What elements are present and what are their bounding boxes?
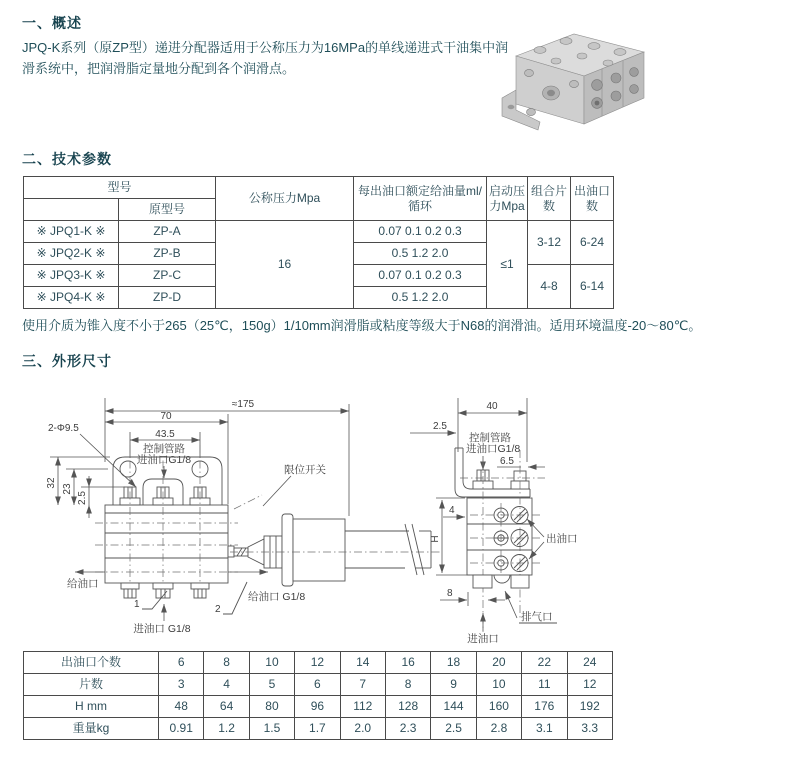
col-start-pressure: 启动压力Mpa [487,177,528,221]
limit-switch-assembly [228,464,440,586]
value-cell: 2.0 [340,718,385,740]
value-cell: 24 [567,652,612,674]
col-model: 型号 [24,177,216,199]
outlets-cell: 6-14 [571,265,614,309]
col-flow: 每出油口额定给油量ml/循环 [354,177,487,221]
size-row-outlets [24,652,613,674]
control-line-side-label: 控制管路 [469,432,511,444]
value-cell: 9 [431,674,476,696]
dimension-drawings [0,385,800,650]
vent-label: 排气口 [521,611,553,623]
value-cell: 18 [431,652,476,674]
flange-hole [508,105,515,109]
value-cell: 2.8 [476,718,521,740]
dim-32-label: 32 [46,477,57,489]
side-view-drawing [410,398,578,645]
value-cell: 80 [249,696,294,718]
dim-6-5-label: 6.5 [500,456,514,467]
dim-2phi9-5-label: 2-Φ9.5 [48,423,79,434]
model-cell: ※ JPQ2-K ※ [24,243,119,265]
value-cell: 10 [249,652,294,674]
orig-model-cell: ZP-B [119,243,216,265]
pressure-cell: 16 [216,221,354,309]
plates-cell: 3-12 [528,221,571,265]
bottom-bolts [121,583,209,598]
value-cell: 176 [522,696,567,718]
row-label: 重量kg [24,718,159,740]
orig-model-cell: ZP-D [119,287,216,309]
value-cell: 2.5 [431,718,476,740]
value-cell: 3.1 [522,718,567,740]
value-cell: 12 [295,652,340,674]
overview-paragraph: JPQ-K系列（原ZP型）递进分配器适用于公称压力为16MPa的单线递进式干油集中润滑系统中，把润滑脂定量地分配到各个润滑点。 [22,40,509,76]
value-cell: 5 [249,674,294,696]
value-cell: 11 [522,674,567,696]
value-cell: 1.5 [249,718,294,740]
control-inlet-side-label: 进油口G1/8 [466,443,521,455]
product-photo [496,20,656,132]
value-cell: 64 [204,696,249,718]
ref-2-label: 2 [215,604,221,615]
dim-2-5-side-label: 2.5 [433,421,447,432]
inlet-side-label: 进油口 [467,633,499,645]
value-cell: 6 [295,674,340,696]
spec-row [24,221,614,243]
col-orig-model: 原型号 [119,199,216,221]
spec-header-row-1 [24,177,614,199]
control-line-label: 控制管路 [143,443,185,455]
value-cell: 4 [204,674,249,696]
control-inlet-label: 进油口G1/8 [136,454,192,466]
size-table [23,651,613,740]
flow-cell: 0.5 1.2 2.0 [354,287,487,309]
size-row-height [24,696,613,718]
vent-boss [494,575,510,583]
dim-8-label: 8 [447,588,453,599]
value-cell: 128 [385,696,430,718]
value-cell: 6 [159,652,204,674]
value-cell: 112 [340,696,385,718]
orig-model-cell: ZP-A [119,221,216,243]
outlet-ports [470,507,540,572]
value-cell: 2.3 [385,718,430,740]
col-model-blank [24,199,119,221]
bracket-hole [120,461,136,477]
value-cell: 3 [159,674,204,696]
size-row-weight [24,718,613,740]
supply-port-right-label: 给油口 G1/8 [248,591,306,603]
size-row-plates [24,674,613,696]
ref-1-label: 1 [134,599,140,610]
distributor-body [105,505,228,583]
media-note: 使用介质为锥入度不小于265（25℃，150g）1/10mm润滑脂或粘度等级大于N68的润滑油。适用环境温度-20～80℃。 [22,318,702,333]
value-cell: 48 [159,696,204,718]
value-cell: 8 [204,652,249,674]
foot [473,575,492,588]
outlets-cell: 6-24 [571,221,614,265]
value-cell: 1.7 [295,718,340,740]
inlet-port-label: 进油口 G1/8 [133,623,191,635]
value-cell: 12 [567,674,612,696]
model-cell: ※ JPQ3-K ※ [24,265,119,287]
value-cell: 8 [385,674,430,696]
value-cell: 14 [340,652,385,674]
value-cell: 3.3 [567,718,612,740]
bracket-bolts [473,470,529,489]
front-view-drawing [46,398,440,635]
dim-h-label: H [430,535,441,543]
value-cell: 10 [476,674,521,696]
orig-model-cell: ZP-C [119,265,216,287]
plates-cell: 4-8 [528,265,571,309]
row-label: 片数 [24,674,159,696]
section-overview-heading: 一、概述 [22,15,82,31]
dim-175-label: ≈175 [231,399,255,410]
section-dims-heading: 三、外形尺寸 [22,353,112,369]
dim-70-label: 70 [160,411,172,422]
col-plates: 组合片数 [528,177,571,221]
dim-40-label: 40 [486,401,498,412]
outlet-label: 出油口 [546,533,578,545]
row-label: 出油口个数 [24,652,159,674]
top-bolts [120,487,210,505]
value-cell: 20 [476,652,521,674]
value-cell: 192 [567,696,612,718]
col-pressure: 公称压力Mpa [216,177,354,221]
model-cell: ※ JPQ4-K ※ [24,287,119,309]
dim-4-label: 4 [449,505,455,516]
dim-43-5-label: 43.5 [155,429,175,440]
value-cell: 22 [522,652,567,674]
flow-cell: 0.5 1.2 2.0 [354,243,487,265]
flow-cell: 0.07 0.1 0.2 0.3 [354,265,487,287]
value-cell: 1.2 [204,718,249,740]
flow-cell: 0.07 0.1 0.2 0.3 [354,221,487,243]
distributor-body-side [467,498,532,575]
col-outlets: 出油口数 [571,177,614,221]
foot [511,575,529,588]
limit-switch-label: 限位开关 [284,464,326,476]
supply-port-left-label: 给油口 [67,578,99,590]
model-cell: ※ JPQ1-K ※ [24,221,119,243]
section-spec-heading: 二、技术参数 [22,151,112,167]
dim-23-label: 23 [62,483,73,495]
spec-table [23,176,614,309]
start-pressure-cell: ≤1 [487,221,528,309]
value-cell: 7 [340,674,385,696]
value-cell: 144 [431,696,476,718]
dim-2-5-label: 2.5 [77,491,88,505]
value-cell: 16 [385,652,430,674]
value-cell: 0.91 [159,718,204,740]
row-label: H mm [24,696,159,718]
value-cell: 160 [476,696,521,718]
value-cell: 96 [295,696,340,718]
